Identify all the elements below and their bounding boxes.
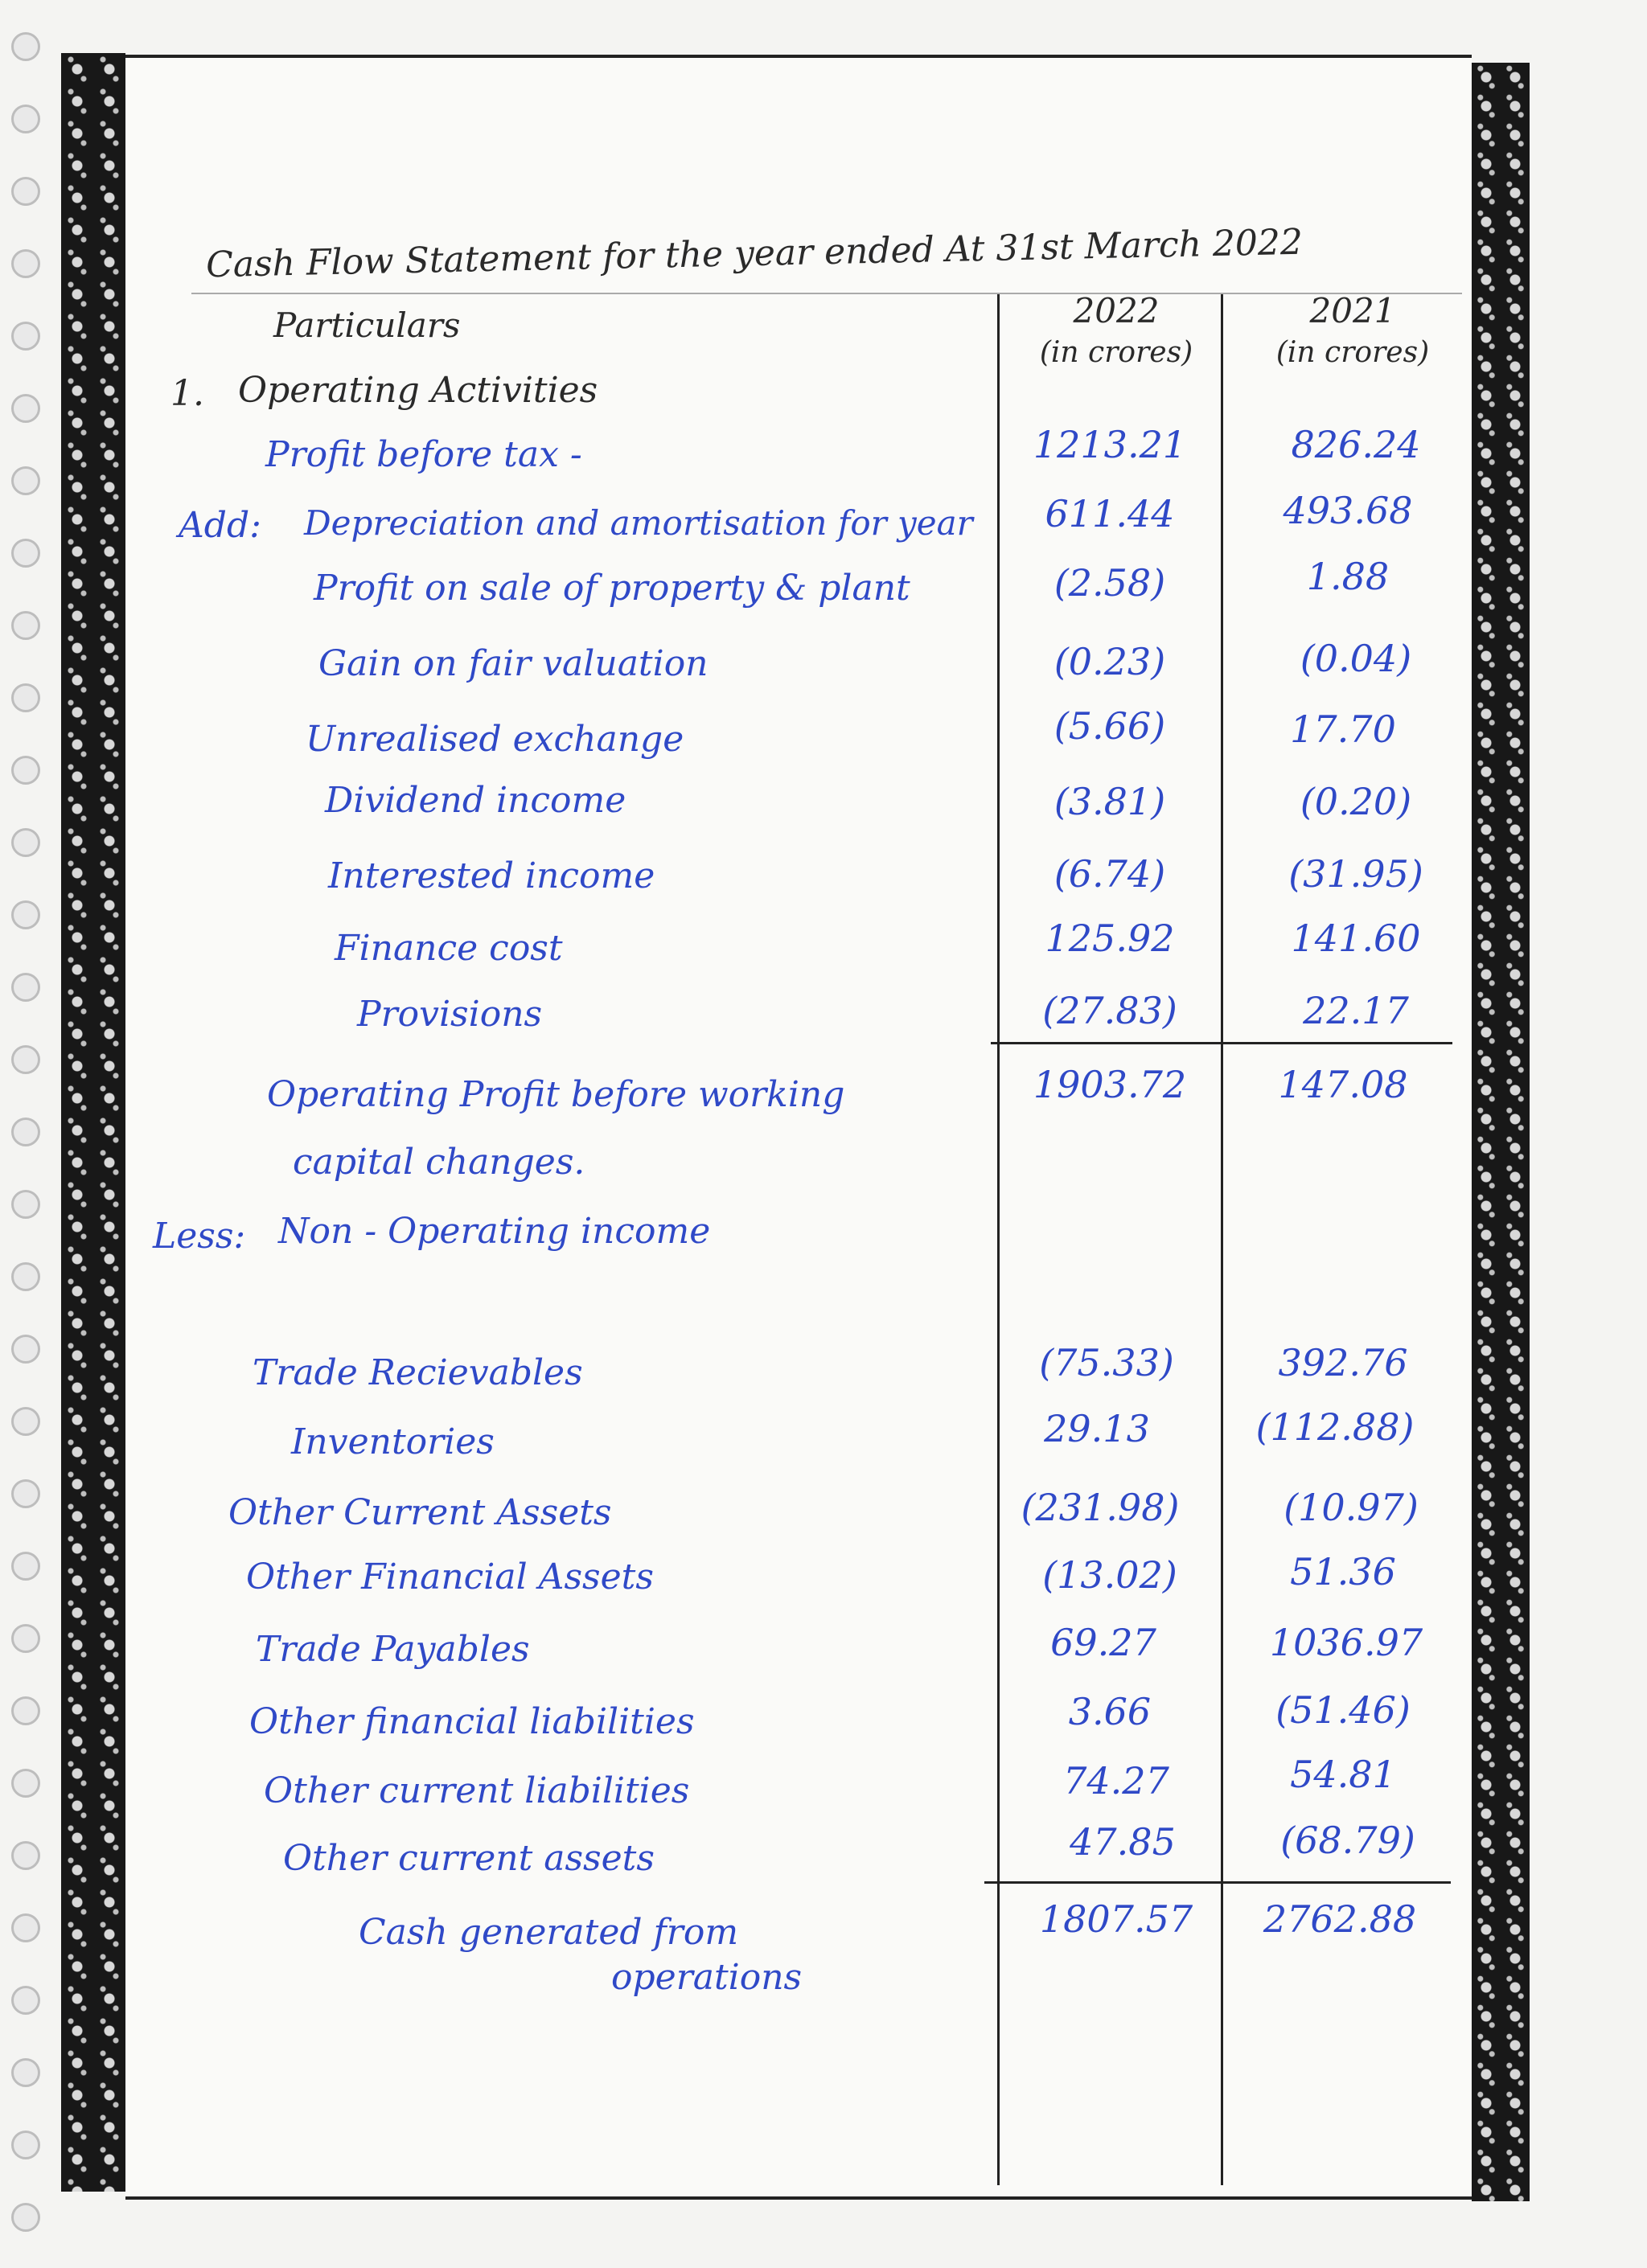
less-prefix: Less:: [153, 1216, 246, 1257]
binder-hole: [11, 105, 40, 133]
row-value-2022: (6.74): [1054, 852, 1166, 896]
subtotal-value-2022: 1903.72: [1033, 1063, 1187, 1106]
wc-row-label: Other Financial Assets: [246, 1556, 654, 1597]
binder-hole: [11, 1045, 40, 1074]
wc-row-value-2021: 51.36: [1290, 1550, 1396, 1593]
row-label: Interested income: [328, 855, 655, 896]
binder-hole: [11, 756, 40, 785]
less-line: Non - Operating income: [278, 1211, 711, 1252]
binder-hole: [11, 1190, 40, 1219]
page-title: Cash Flow Statement for the year ended At 31st March 2022: [205, 221, 1304, 286]
total-rule: [984, 1881, 1451, 1884]
wc-row-value-2022: 47.85: [1070, 1820, 1176, 1864]
wc-row-value-2021: 392.76: [1278, 1341, 1408, 1384]
row-value-2021: 22.17: [1303, 989, 1409, 1032]
particulars-header: Particulars: [273, 306, 461, 345]
col-2021-unit: (in crores): [1275, 336, 1430, 369]
binder-hole: [11, 2203, 40, 2232]
row-value-2022: (2.58): [1054, 561, 1166, 605]
row-label: Provisions: [357, 994, 543, 1035]
row-label: Profit on sale of property & plant: [314, 568, 910, 609]
wc-row-value-2021: (68.79): [1280, 1819, 1415, 1862]
binder-hole: [11, 1118, 40, 1146]
row-value-2021: 141.60: [1291, 917, 1421, 960]
total-value-2022: 1807.57: [1039, 1897, 1193, 1941]
row-label: Unrealised exchange: [306, 719, 684, 760]
binder-hole: [11, 394, 40, 423]
binder-hole: [11, 1624, 40, 1653]
binder-hole: [11, 1407, 40, 1436]
binder-hole: [11, 611, 40, 640]
wc-row-label: Other current assets: [283, 1838, 655, 1879]
row-value-2021: (0.04): [1300, 637, 1412, 680]
binder-hole: [11, 539, 40, 568]
wc-row-label: Other current liabilities: [264, 1770, 690, 1811]
binder-hole: [11, 32, 40, 61]
binder-hole: [11, 828, 40, 857]
col-2022-unit: (in crores): [1039, 336, 1193, 369]
total-value-2021: 2762.88: [1263, 1897, 1417, 1941]
wc-row-value-2021: (10.97): [1284, 1486, 1419, 1529]
total-label-line1: Cash generated from: [359, 1912, 739, 1953]
binder-hole: [11, 466, 40, 495]
wc-row-value-2022: 74.27: [1063, 1759, 1169, 1803]
binder-hole: [11, 2131, 40, 2159]
row-label: Dividend income: [325, 780, 626, 821]
decorative-border-right: [1472, 63, 1530, 2201]
total-label-line2: operations: [611, 1957, 803, 1998]
wc-row-value-2022: 29.13: [1044, 1407, 1150, 1450]
row-value-2022: (0.23): [1054, 640, 1166, 683]
binder-hole: [11, 1986, 40, 2015]
add-prefix: Add:: [179, 505, 261, 546]
wc-row-value-2021: 1036.97: [1269, 1621, 1423, 1664]
wc-row-label: Other financial liabilities: [249, 1701, 695, 1742]
row-value-2021: 826.24: [1291, 423, 1421, 466]
wc-row-value-2021: (112.88): [1255, 1405, 1415, 1449]
row-label: Gain on fair valuation: [318, 643, 708, 684]
row-value-2022: (27.83): [1042, 989, 1177, 1032]
section-title: Operating Activities: [238, 370, 598, 411]
row-value-2021: (0.20): [1300, 780, 1412, 823]
binder-hole: [11, 900, 40, 929]
subtotal-value-2021: 147.08: [1278, 1063, 1408, 1106]
row-value-2022: 1213.21: [1033, 423, 1187, 466]
row-value-2022: (5.66): [1054, 704, 1166, 748]
row-label: Finance cost: [335, 928, 563, 969]
section-number: 1.: [170, 373, 204, 414]
col-2022-year: 2022: [1073, 291, 1160, 330]
row-value-2021: (31.95): [1288, 852, 1423, 896]
subtotal-label-line1: Operating Profit before working: [267, 1074, 845, 1115]
column-divider-2021: [1221, 294, 1223, 2185]
binder-hole: [11, 1841, 40, 1870]
subtotal-rule: [991, 1042, 1452, 1044]
binder-hole: [11, 1552, 40, 1581]
wc-row-value-2022: 69.27: [1050, 1621, 1156, 1664]
row-value-2021: 1.88: [1306, 555, 1390, 598]
binder-hole: [11, 1479, 40, 1508]
wc-row-label: Trade Payables: [256, 1629, 530, 1670]
binder-hole: [11, 973, 40, 1002]
binder-hole: [11, 1262, 40, 1291]
row-value-2022: 125.92: [1045, 917, 1175, 960]
binder-hole: [11, 249, 40, 278]
wc-row-label: Other Current Assets: [228, 1492, 612, 1533]
binder-hole: [11, 1335, 40, 1364]
binder-hole: [11, 1769, 40, 1798]
binder-hole: [11, 177, 40, 206]
decorative-border-left: [61, 53, 125, 2192]
binder-hole: [11, 1696, 40, 1725]
wc-row-value-2022: (13.02): [1042, 1553, 1177, 1597]
subtotal-label-line2: capital changes.: [293, 1142, 585, 1183]
col-2021-year: 2021: [1309, 291, 1396, 330]
row-label: Depreciation and amortisation for year: [304, 503, 973, 543]
column-divider-2022: [997, 294, 1000, 2185]
binder-hole: [11, 683, 40, 712]
row-value-2022: (3.81): [1054, 780, 1166, 823]
binder-hole: [11, 322, 40, 351]
binder-hole: [11, 1913, 40, 1942]
wc-row-value-2021: (51.46): [1275, 1688, 1411, 1732]
row-label: Profit before tax -: [265, 434, 582, 475]
row-value-2021: 17.70: [1290, 707, 1396, 751]
wc-row-value-2021: 54.81: [1290, 1753, 1396, 1796]
wc-row-value-2022: 3.66: [1068, 1690, 1152, 1733]
wc-row-value-2022: (231.98): [1021, 1486, 1180, 1529]
row-value-2021: 493.68: [1283, 489, 1413, 532]
wc-row-label: Trade Recievables: [253, 1352, 583, 1393]
binder-hole: [11, 2058, 40, 2087]
wc-row-label: Inventories: [291, 1421, 495, 1462]
row-value-2022: 611.44: [1045, 492, 1175, 535]
wc-row-value-2022: (75.33): [1039, 1341, 1174, 1384]
